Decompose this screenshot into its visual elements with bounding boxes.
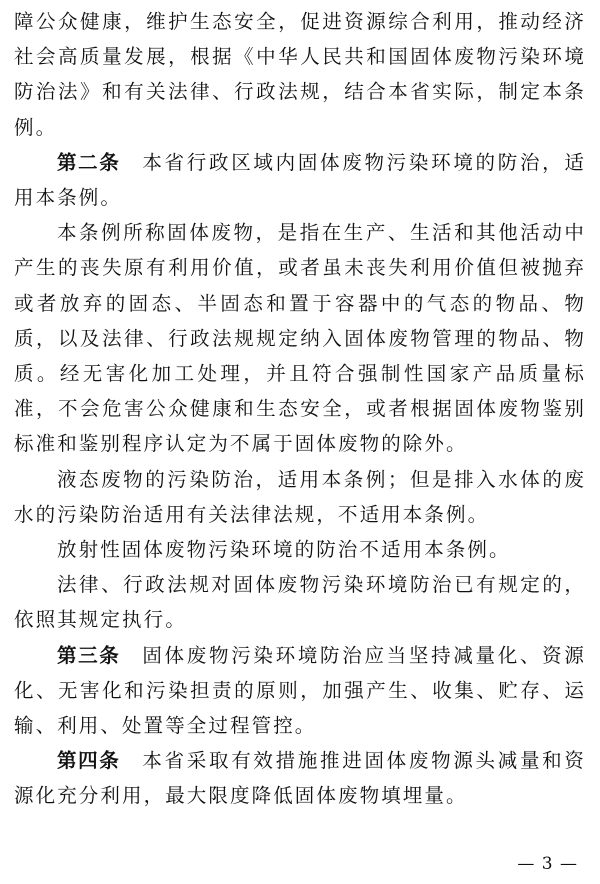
paragraph-text: 本省采取有效措施推进固体废物源头减量和资源化充分利用，最大限度降低固体废物填埋量。 (14, 749, 586, 808)
paragraph-text: 本条例所称固体废物，是指在生产、生活和其他活动中产生的丧失原有利用价值，或者虽未丧失利用价值但被抛弃或者放弃的固态、半固态和置于容器中的气态的物品、物质，以及法律、行政法规规定纳入固体废物管理的物品、物质。经无害化加工处理，并且符合强制性国家产品质量标准，不会危害公众健康和生态安全，或者根据固体废物鉴别标准和鉴别程序认定为不属于固体废物的除外。 (14, 221, 586, 456)
paragraph-text: 放射性固体废物污染环境的防治不适用本条例。 (57, 538, 511, 562)
paragraph-existing-rules (14, 567, 586, 637)
document-body (14, 4, 586, 814)
paragraph-article-4 (14, 743, 586, 813)
paragraph-text: 固体废物污染环境防治应当坚持减量化、资源化、无害化和污染担责的原则，加强产生、收集、贮存、运输、利用、处置等全过程管控。 (14, 643, 586, 738)
paragraph-article-3 (14, 638, 586, 744)
paragraph-radioactive (14, 532, 586, 567)
article-heading: 第二条 (57, 150, 121, 174)
paragraph-text: 障公众健康，维护生态安全，促进资源综合利用，推动经济社会高质量发展，根据《中华人民共和国固体废物污染环境防治法》和有关法律、行政法规，结合本省实际，制定本条例。 (14, 10, 586, 139)
paragraph-text: 本省行政区域内固体废物污染环境的防治，适用本条例。 (14, 150, 586, 210)
article-heading: 第三条 (57, 643, 121, 667)
paragraph-continuation (14, 4, 586, 145)
paragraph-text: 法律、行政法规对固体废物污染环境防治已有规定的，依照其规定执行。 (14, 573, 586, 632)
paragraph-article-2 (14, 145, 586, 215)
paragraph-definition (14, 215, 586, 461)
article-heading: 第四条 (57, 749, 121, 773)
paragraph-liquid-waste (14, 462, 586, 532)
page-number: — 3 — (517, 854, 578, 874)
paragraph-text: 液态废物的污染防治，适用本条例；但是排入水体的废水的污染防治适用有关法律法规，不适用本条例。 (14, 467, 586, 526)
